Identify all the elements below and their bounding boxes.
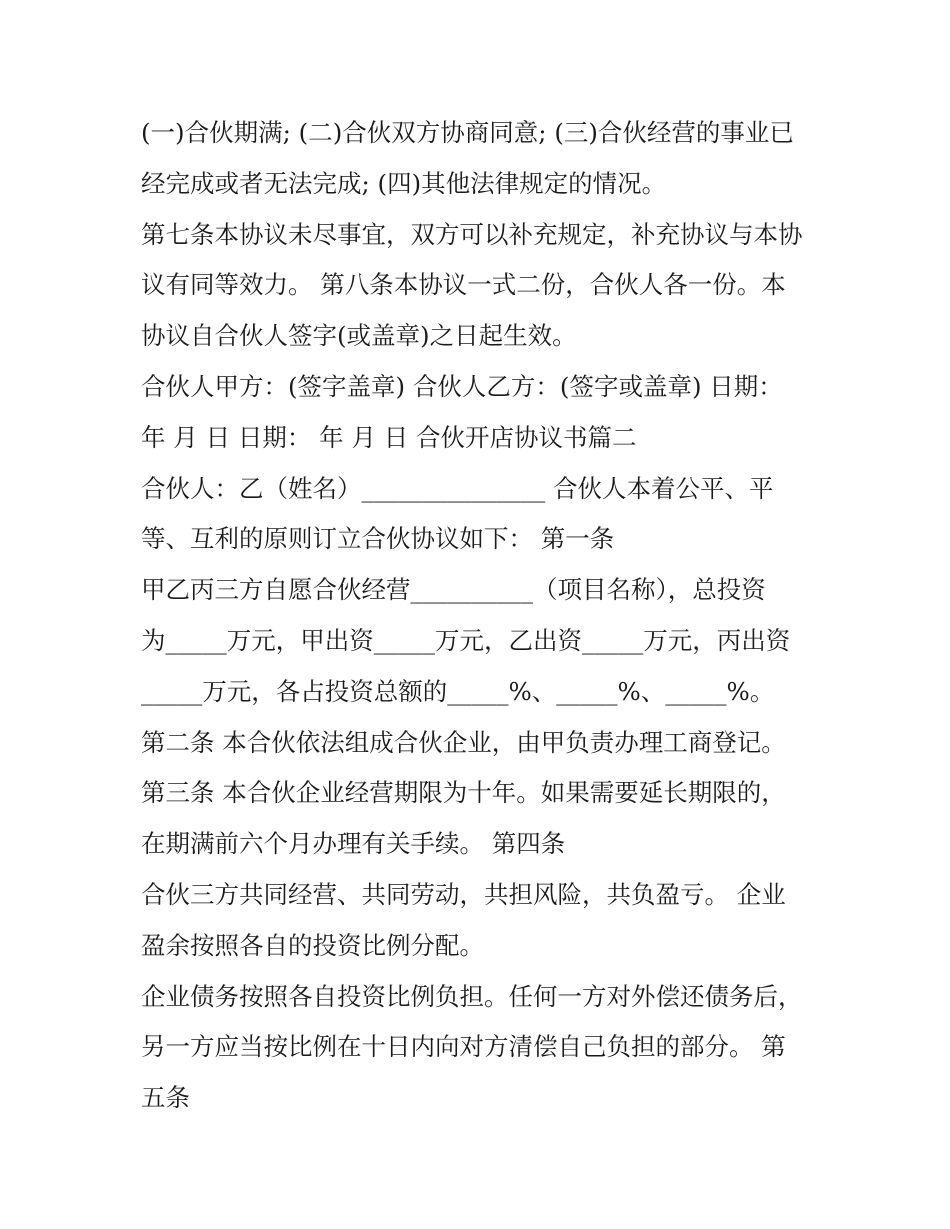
- text-line: 年 月 日 日期： 年 月 日 合伙开店协议书篇二: [141, 422, 637, 452]
- text-line: 合伙三方共同经营、共同劳动，共担风险，共负盈亏。 企业: [141, 879, 786, 909]
- text-line: 合伙人甲方：(签字盖章) 合伙人乙方：(签字或盖章) 日期：: [141, 371, 783, 401]
- text-line: 盈余按照各自的投资比例分配。: [141, 930, 484, 960]
- text-line: 第七条本协议未尽事宜，双方可以补充规定，补充协议与本协: [141, 219, 803, 249]
- text-line: 第三条 本合伙企业经营期限为十年。如果需要延长期限的，: [141, 778, 786, 808]
- text-line: 经完成或者无法完成; (四)其他法律规定的情况。: [141, 168, 667, 198]
- text-line: (一)合伙期满; (二)合伙双方协商同意; (三)合伙经营的事业已: [141, 118, 794, 147]
- document-body: [141, 108, 831, 1124]
- text-line: 议有同等效力。 第八条本协议一式二份，合伙人各一份。本: [141, 270, 786, 300]
- text-line: 在期满前六个月办理有关手续。 第四条: [141, 829, 566, 859]
- text-line: _____万元，各占投资总额的_____%、_____%、_____%。: [141, 676, 775, 706]
- text-line: 等、互利的原则订立合伙协议如下： 第一条: [141, 524, 615, 554]
- text-line: 第二条 本合伙依法组成合伙企业，由甲负责办理工商登记。: [141, 727, 786, 757]
- text-line: 五条: [141, 1083, 190, 1113]
- text-line: 协议自合伙人签字(或盖章)之日起生效。: [141, 321, 577, 351]
- text-line: 另一方应当按比例在十日内向对方清偿自己负担的部分。 第: [141, 1032, 786, 1062]
- text-line: 合伙人：乙（姓名）_______________ 合伙人本着公平、平: [141, 473, 774, 503]
- text-line: 甲乙丙三方自愿合伙经营__________（项目名称），总投资: [141, 575, 766, 605]
- text-line: 为_____万元，甲出资_____万元，乙出资_____万元，丙出资: [141, 625, 791, 655]
- text-line: 企业债务按照各自投资比例负担。任何一方对外偿还债务后，: [141, 981, 803, 1011]
